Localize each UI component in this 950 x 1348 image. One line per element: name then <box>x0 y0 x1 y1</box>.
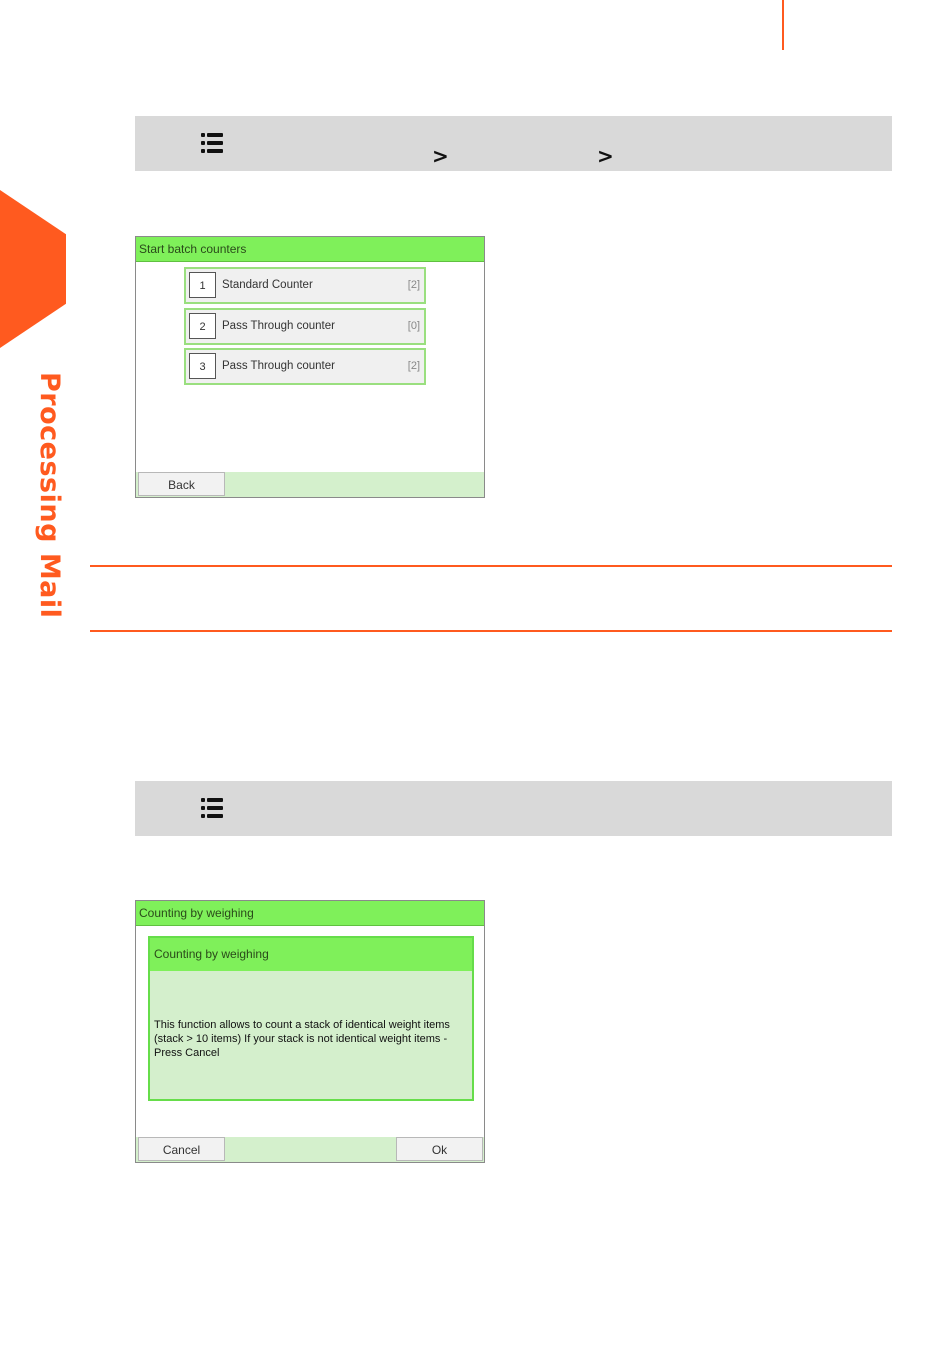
item-label: Pass Through counter <box>222 320 335 332</box>
chevron-right-icon: > <box>597 144 614 168</box>
dialog-message: This function allows to count a stack of identical weight items (stack > 10 items) If your stack is not identical weight items - Press Cancel <box>154 1019 450 1059</box>
item-count: [2] <box>407 279 420 291</box>
top-rule <box>782 0 784 50</box>
dialog-title: Counting by weighing <box>150 938 472 971</box>
chevron-right-icon: > <box>432 144 449 168</box>
screen-title: Start batch counters <box>136 237 484 262</box>
batch-counters-screen <box>135 236 485 498</box>
info-dialog <box>148 936 474 1101</box>
item-number: 3 <box>189 353 216 379</box>
screen-footer <box>136 472 484 497</box>
item-label: Pass Through counter <box>222 360 335 372</box>
cancel-button[interactable]: Cancel <box>138 1137 225 1161</box>
item-label: Standard Counter <box>222 279 313 291</box>
counting-by-weighing-screen <box>135 900 485 1163</box>
menu-path-bar <box>135 116 892 171</box>
item-number: 1 <box>189 272 216 298</box>
screen-title: Counting by weighing <box>136 901 484 926</box>
ok-button[interactable]: Ok <box>396 1137 483 1161</box>
item-count: [0] <box>407 320 420 332</box>
screen-footer <box>136 1137 484 1162</box>
item-number: 2 <box>189 313 216 339</box>
list-item[interactable] <box>184 308 426 345</box>
section-title: Processing Mail <box>34 372 65 619</box>
divider-line <box>90 565 892 567</box>
menu-icon <box>201 133 223 153</box>
menu-icon <box>201 798 223 818</box>
list-item[interactable] <box>184 267 426 304</box>
item-count: [2] <box>407 360 420 372</box>
section-tab <box>0 190 66 348</box>
menu-path-bar <box>135 781 892 836</box>
back-button[interactable]: Back <box>138 472 225 496</box>
list-item[interactable] <box>184 348 426 385</box>
divider-line <box>90 630 892 632</box>
